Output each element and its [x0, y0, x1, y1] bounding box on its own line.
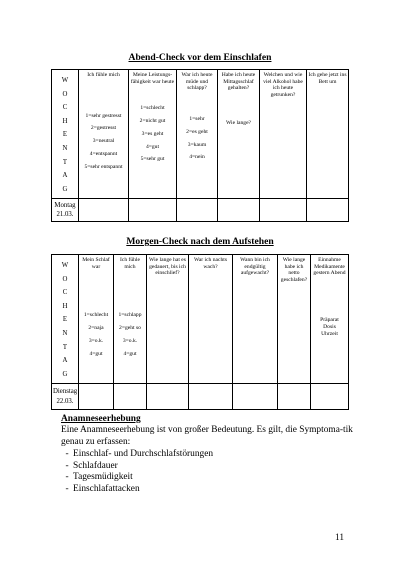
weekday-vertical-label: W O C H E N T A G	[52, 255, 79, 384]
entry-cell	[147, 384, 189, 410]
evening-col-performance: Meine Leistungs-fähigkeit war heute 1=schlecht 2=nicht gut 3=es geht 4=gut 5=sehr gut	[129, 70, 177, 199]
entry-cell	[278, 384, 311, 410]
entry-cell	[260, 199, 307, 222]
symptom-list	[61, 449, 213, 495]
evening-col-alcohol: Welchen und wie viel Alkohol habe ich heute getrunken?	[260, 70, 307, 199]
evening-col-bedtime: Ich gehe jetzt ins Bett um	[307, 70, 349, 199]
evening-col-feeling: Ich fühle mich 1=sehr gestresst 2=gestresst 3=neutral 4=entspannt 5=sehr entspannt	[79, 70, 129, 199]
morning-col-night-waking: War ich nachts wach?	[189, 255, 233, 384]
morning-col-net-sleep: Wie lange habe ich netto geschlafen?	[278, 255, 311, 384]
evening-col-tired: War ich heute müde und schlapp? 1=sehr 2=es geht 3=kaum 4=nein	[177, 70, 218, 199]
evening-check-table	[51, 69, 349, 222]
morning-col-sleep-latency: Wie lange hat es gedauert, bis ich einschlief?	[147, 255, 189, 384]
morning-col-feeling: Ich fühle mich 1=schlapp 2=geht so 3=o.k. 4=gut	[114, 255, 147, 384]
anamnesis-heading: Anamneseerhebung	[61, 414, 141, 424]
list-item: - Einschlaf- und Durchschlafstörungen	[65, 449, 214, 459]
weekday-vertical-label: W O C H E N T A G	[52, 70, 79, 199]
entry-cell	[218, 199, 260, 222]
page-number: 11	[335, 533, 345, 543]
entry-cell	[311, 384, 349, 410]
list-item: - Tagesmüdigkeit	[65, 472, 133, 483]
morning-check-title: Morgen-Check nach dem Aufstehen	[126, 236, 274, 247]
entry-cell	[189, 384, 233, 410]
morning-col-wake-time: Wann bin ich endgültig aufgewacht?	[233, 255, 278, 384]
entry-cell	[233, 384, 278, 410]
entry-cell	[79, 199, 129, 222]
entry-cell	[129, 199, 177, 222]
entry-cell	[79, 384, 114, 410]
entry-cell	[114, 384, 147, 410]
list-item: - Einschlafattacken	[65, 483, 140, 494]
morning-col-sleep-quality: Mein Schlaf war 1=schlecht 2=naja 3=o.k. 4=gut	[79, 255, 114, 384]
morning-col-medication: Einnahme Medikamente gestern Abend Präparat Dosis Uhrzeit	[311, 255, 349, 384]
list-item: - Schlafdauer	[65, 460, 118, 471]
entry-cell	[177, 199, 218, 222]
anamnesis-paragraph: Eine Anamneseerhebung ist von großer Bedeutung. Es gilt, die Symptoma-tik genau zu erfassen:	[61, 425, 353, 447]
entry-cell	[307, 199, 349, 222]
morning-day-cell: Dienstag 22.03.	[52, 384, 79, 410]
morning-check-table	[51, 254, 349, 410]
evening-check-title: Abend-Check vor dem Einschlafen	[128, 52, 272, 63]
evening-col-nap: Habe ich heute Mittagsschlaf gehalten? Wie lange?	[218, 70, 260, 199]
evening-day-cell: Montag 21.03.	[52, 199, 79, 222]
